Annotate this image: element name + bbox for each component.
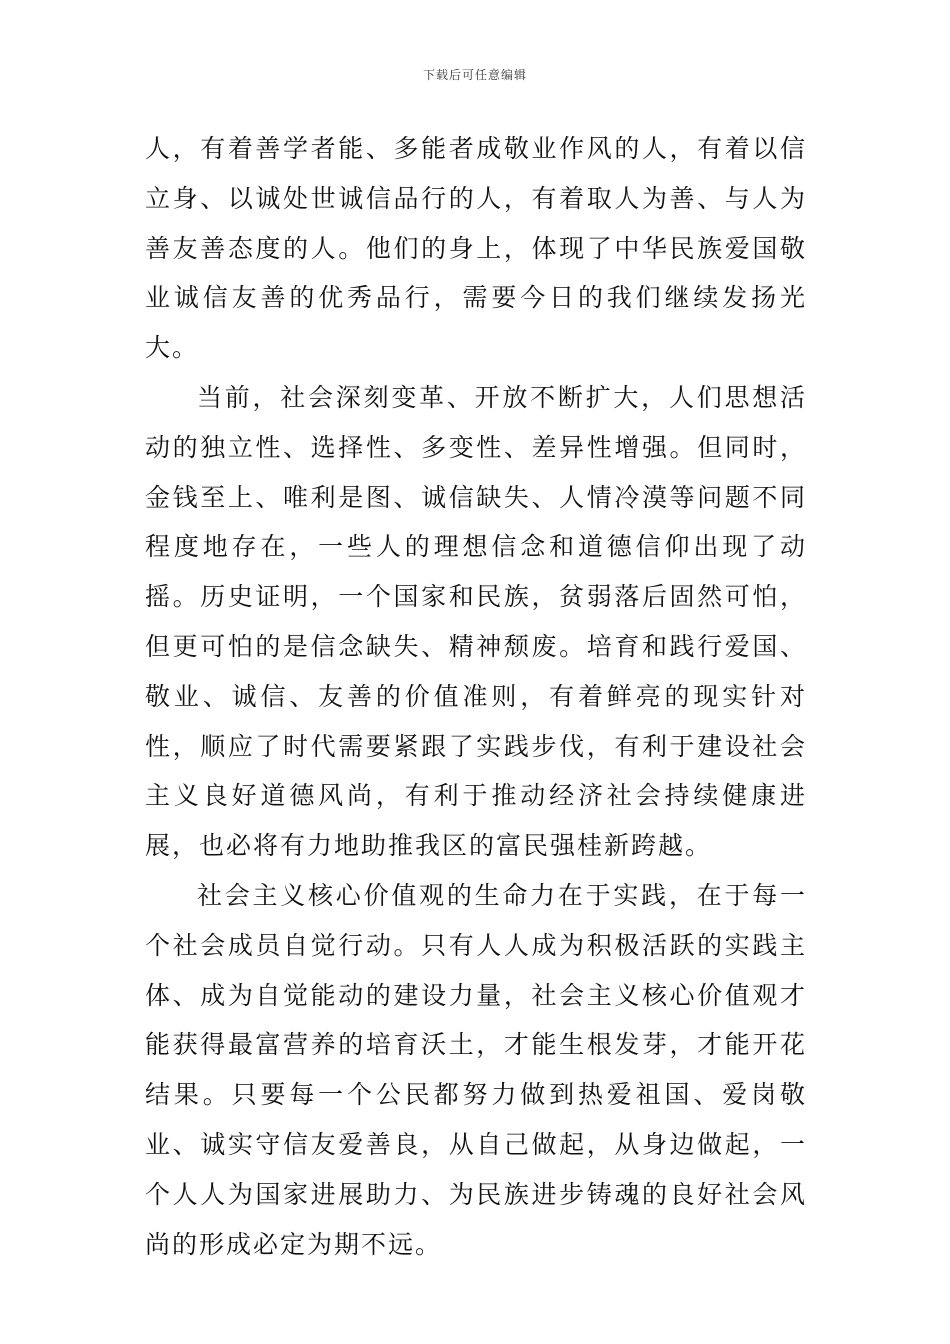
page-header-note: 下载后可任意编辑 (422, 68, 527, 82)
paragraph-continuation: 人，有着善学者能、多能者成敬业作风的人，有着以信立身、以诚处世诚信品行的人，有着取人为善、与人为善友善态度的人。他们的身上，体现了中华民族爱国敬业诚信友善的优秀品行，需要今日的我们继续发扬光大。 (145, 134, 807, 363)
paragraph-current-situation: 当前，社会深刻变革、开放不断扩大，人们思想活动的独立性、选择性、多变性、差异性增强。但同时，金钱至上、唯利是图、诚信缺失、人情冷漠等问题不同程度地存在，一些人的理想信念和道德信仰出现了动摇。历史证明，一个国家和民族，贫弱落后固然可怕，但更可怕的是信念缺失、精神颓废。培育和践行爱国、敬业、诚信、友善的价值准则，有着鲜亮的现实针对性，顺应了时代需要紧跟了实践步伐，有利于建设社会主义良好道德风尚，有利于推动经济社会持续健康进展，也必将有力地助推我区的富民强桂新跨越。 (145, 382, 807, 861)
document-body (145, 124, 807, 1269)
paragraph-practice: 社会主义核心价值观的生命力在于实践，在于每一个社会成员自觉行动。只有人人成为积极活跃的实践主体、成为自觉能动的建设力量，社会主义核心价值观才能获得最富营养的培育沃土，才能生根发芽，才能开花结果。只要每一个公民都努力做到热爱祖国、爱岗敬业、诚实守信友爱善良，从自己做起，从身边做起，一个人人为国家进展助力、为民族进步铸魂的良好社会风尚的形成必定为期不远。 (145, 880, 807, 1259)
